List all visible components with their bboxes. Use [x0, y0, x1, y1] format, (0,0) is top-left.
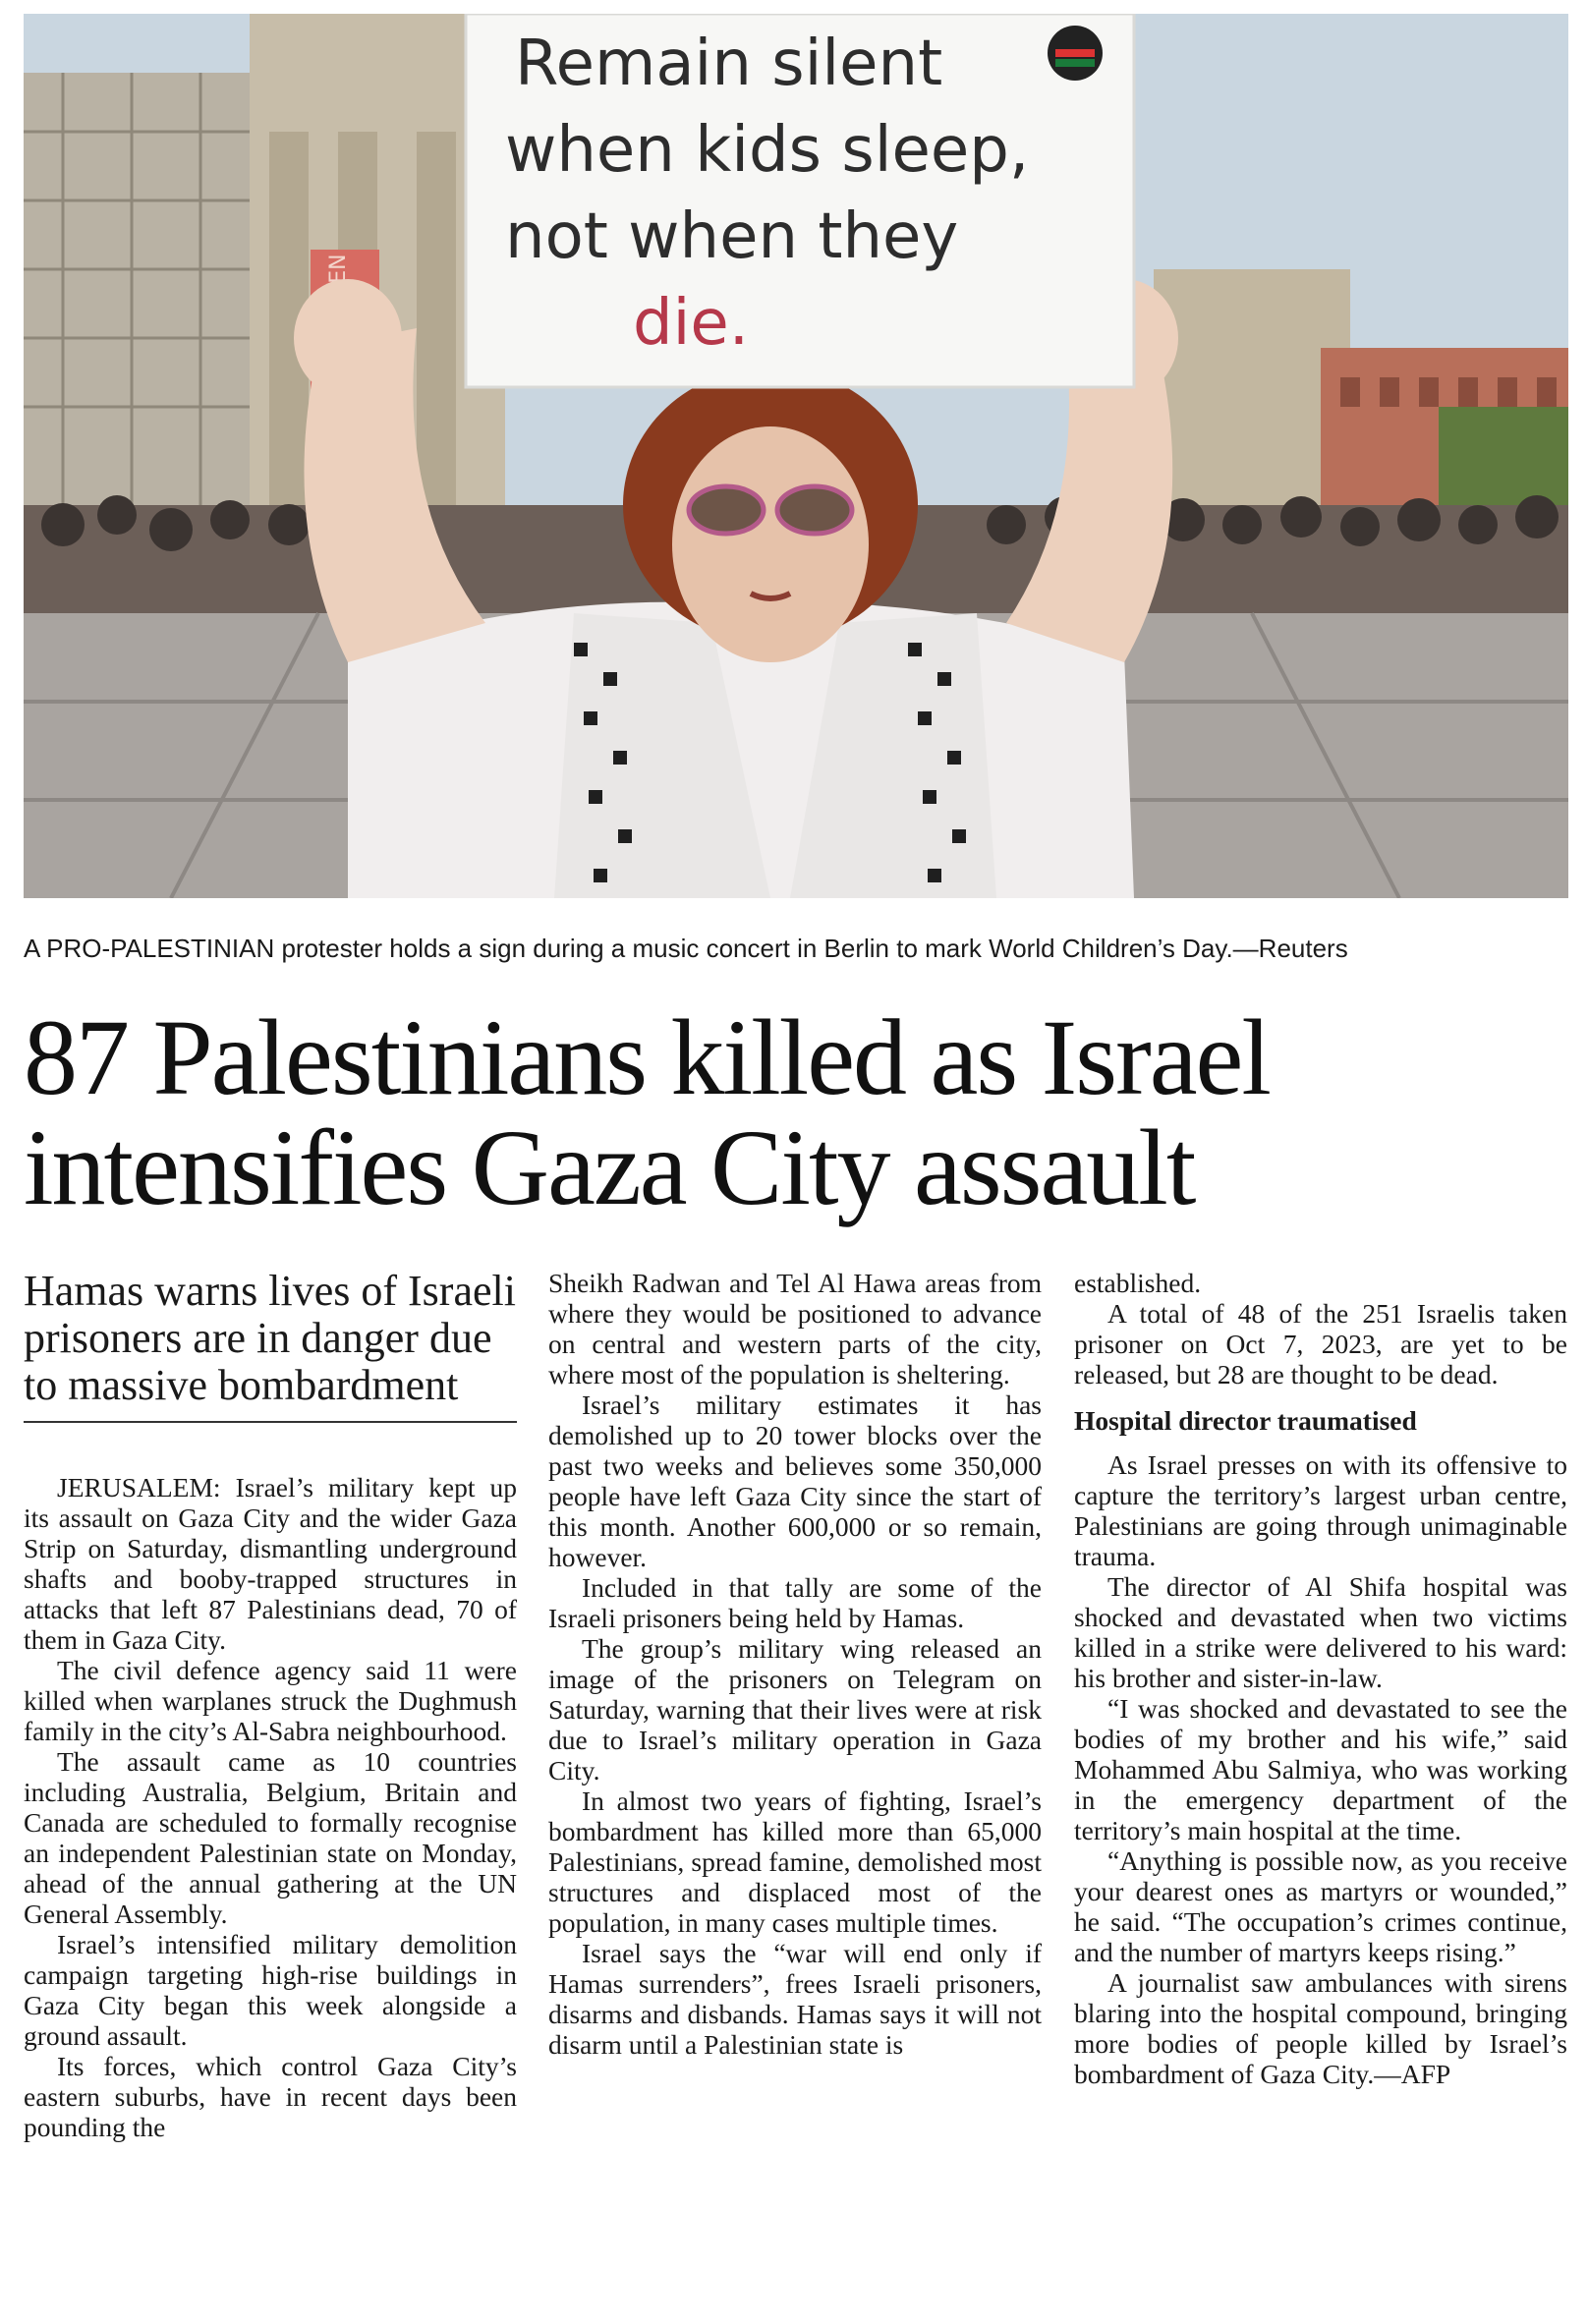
article-paragraph: The group’s military wing released an image of the prisoners on Telegram on Saturday, warning that their lives were at risk due to Israel’s military operation in Gaza City. — [548, 1633, 1042, 1786]
article-paragraph: established. — [1074, 1268, 1202, 1298]
headline — [24, 997, 1568, 1227]
sign-line-4: die. — [633, 287, 750, 360]
article-paragraph: A journalist saw ambulances with sirens blaring into the hospital compound, bringing more bodies of people killed by Israel’s bombardment of Gaza City.—AFP — [1074, 1967, 1567, 2089]
article-paragraph: Israel’s intensified military demolition campaign targeting high-rise buildings in Gaza City began this week alongside a ground assault. — [24, 1929, 517, 2051]
sign-line-3: not when they — [505, 200, 959, 273]
article-paragraph: Its forces, which control Gaza City’s eastern suburbs, have in recent days been pounding the — [24, 2051, 517, 2142]
article-paragraph: Sheikh Radwan and Tel Al Hawa areas from where they would be positioned to advance on central and western parts of the city, where most of the population is sheltering. — [548, 1268, 1042, 1389]
article-paragraph: The director of Al Shifa hospital was shocked and devastated when two victims killed in a strike were delivered to his ward: his brother and sister-in-law. — [1074, 1571, 1567, 1693]
article-paragraph: “Anything is possible now, as you receive your dearest ones as martyrs or wounded,” he said. “The occupation’s crimes continue, and the number of martyrs keeps rising.” — [1074, 1845, 1567, 1967]
protest-photo-illustration — [24, 14, 1568, 898]
news-photo — [24, 14, 1568, 898]
article-paragraph: The assault came as 10 countries including Australia, Belgium, Britain and Canada are scheduled to formally recognise an independent Palestinian state on Monday, ahead of the annual gathering at the UN General Assembly. — [24, 1746, 517, 1929]
sign-line-1: Remain silent — [515, 28, 943, 100]
article-column-3 — [1074, 1268, 1567, 2089]
article-column-1 — [24, 1268, 517, 2142]
article-paragraph: In almost two years of fighting, Israel’s bombardment has killed more than 65,000 Palestinians, spread famine, demolished most structures and displaced most of the population, in many cases multiple times. — [548, 1786, 1042, 1938]
crosshead: Hospital director traumatised — [1074, 1405, 1417, 1436]
article-paragraph: JERUSALEM: Israel’s military kept up its assault on Gaza City and the wider Gaza Strip on Saturday, dismantling underground shafts and booby-trapped structures in attacks that left 87 Palestinians dead, 70 of them in Gaza City. — [24, 1472, 517, 1655]
article-paragraph: Israel’s military estimates it has demolished up to 20 tower blocks over the past two weeks and believes some 350,000 people have left Gaza City since the start of this month. Another 600,000 or so remain, however. — [548, 1389, 1042, 1572]
article-column-2 — [548, 1268, 1042, 2060]
subheadline: Hamas warns lives of Israeli prisoners are in danger due to massive bombardment — [24, 1268, 517, 1423]
article-paragraph: Included in that tally are some of the Israeli prisoners being held by Hamas. — [548, 1572, 1042, 1633]
headline-line-2: intensifies Gaza City assault — [24, 1107, 1195, 1227]
article-paragraph: “I was shocked and devastated to see the bodies of my brother and his wife,” said Mohammed Abu Salmiya, who was working in the emergency department of the territory’s main hospital at the time. — [1074, 1693, 1567, 1845]
article-paragraph: A total of 48 of the 251 Israelis taken prisoner on Oct 7, 2023, are yet to be released, but 28 are thought to be dead. — [1074, 1298, 1567, 1389]
headline-line-1: 87 Palestinians killed as Israel — [24, 997, 1270, 1117]
article-paragraph: Israel says the “war will end only if Hamas surrenders”, frees Israeli prisoners, disarms and disbands. Hamas says it will not disarm until a Palestinian state is — [548, 1938, 1042, 2060]
photo-caption: A PRO-PALESTINIAN protester holds a sign during a music concert in Berlin to mark World Children’s Day.—Reuters — [24, 934, 1348, 963]
article-paragraph: The civil defence agency said 11 were killed when warplanes struck the Dughmush family in the city’s Al-Sabra neighbourhood. — [24, 1655, 517, 1746]
sign-line-2: when kids sleep, — [505, 114, 1030, 187]
article-paragraph: As Israel presses on with its offensive to capture the territory’s largest urban centre, Palestinians are going through unimaginable trauma. — [1074, 1449, 1567, 1571]
